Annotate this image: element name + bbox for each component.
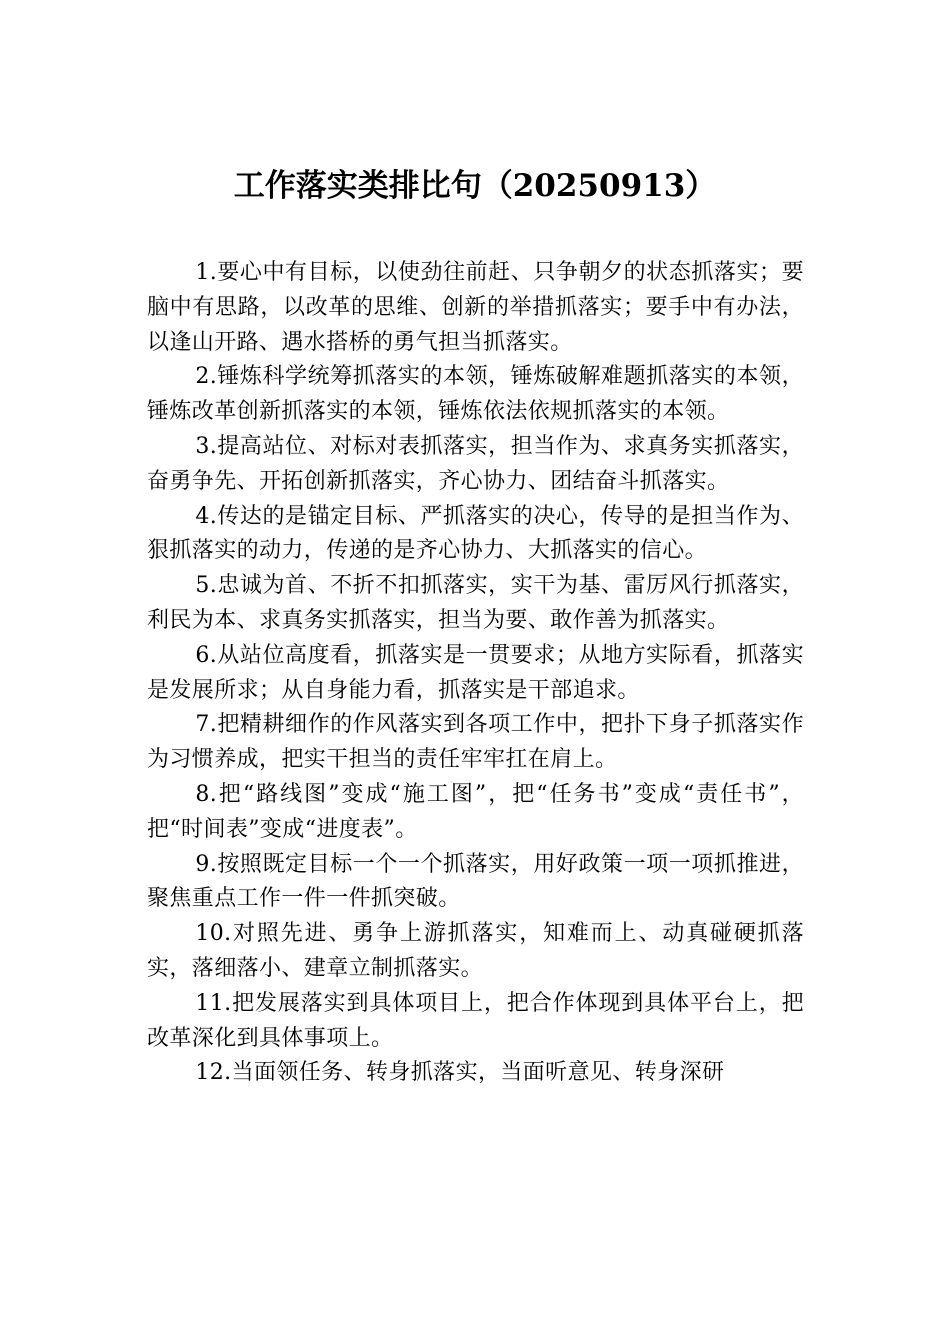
document-body (147, 256, 804, 1091)
paragraph: 7.把精耕细作的作风落实到各项工作中，把扑下身子抓落实作为习惯养成，把实干担当的责任牢牢扛在肩上。 (147, 712, 804, 773)
paragraph: 1.要心中有目标，以使劲往前赶、只争朝夕的状态抓落实；要脑中有思路，以改革的思维、创新的举措抓落实；要手中有办法，以逢山开路、遇水搭桥的勇气担当抓落实。 (147, 260, 804, 355)
paragraph: 8.把“路线图”变成“施工图”，把“任务书”变成“责任书”，把“时间表”变成“进度表”。 (147, 781, 804, 842)
paragraph: 11.把发展落实到具体项目上，把合作体现到具体平台上，把改革深化到具体事项上。 (147, 990, 804, 1051)
paragraph: 10.对照先进、勇争上游抓落实，知难而上、动真碰硬抓落实，落细落小、建章立制抓落实。 (147, 921, 804, 981)
paragraph: 6.从站位高度看，抓落实是一贯要求；从地方实际看，抓落实是发展所求；从自身能力看，抓落实是干部追求。 (147, 642, 804, 703)
paragraph: 5.忠诚为首、不折不扣抓落实，实干为基、雷厉风行抓落实，利民为本、求真务实抓落实，担当为要、敢作善为抓落实。 (147, 573, 804, 633)
document-title: 工作落实类排比句（20250913） (233, 168, 717, 204)
paragraph: 2.锤炼科学统筹抓落实的本领，锤炼破解难题抓落实的本领，锤炼改革创新抓落实的本领，锤炼依法依规抓落实的本领。 (147, 364, 804, 425)
paragraph: 9.按照既定目标一个一个抓落实，用好政策一项一项抓推进，聚焦重点工作一件一件抓突破。 (147, 851, 804, 912)
paragraph: 3.提高站位、对标对表抓落实，担当作为、求真务实抓落实，奋勇争先、开拓创新抓落实，齐心协力、团结奋斗抓落实。 (147, 433, 804, 494)
paragraph: 12.当面领任务、转身抓落实，当面听意见、转身深研 (195, 1060, 725, 1086)
paragraph: 4.传达的是锚定目标、严抓落实的决心，传导的是担当作为、狠抓落实的动力，传递的是齐心协力、大抓落实的信心。 (147, 503, 804, 564)
